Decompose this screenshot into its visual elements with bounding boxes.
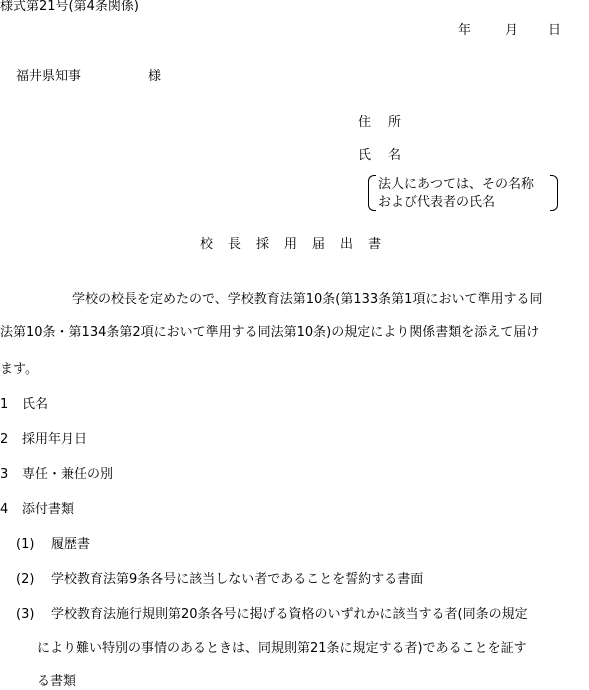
attachment-number: (2) (16, 572, 35, 587)
item-label: 添付書類 (22, 502, 75, 517)
attachment-continuation-line: る書類 (37, 674, 77, 689)
addressee-name: 福井県知事 (16, 69, 82, 84)
attachment-continuation-line: により難い特別の事情のあるときは、同規則第21条に規定する者)であることを証す (37, 641, 527, 656)
form-number: 様式第21号(第4条関係) (0, 0, 139, 14)
name-label: 氏名 (358, 148, 419, 163)
right-bracket (550, 175, 558, 211)
address-label: 住所 (358, 115, 419, 130)
list-item (0, 398, 48, 411)
date-month-label: 月 (505, 23, 519, 38)
item-number: 4 (0, 502, 9, 517)
body-text-line: ます。 (0, 362, 38, 377)
list-item (0, 468, 113, 481)
item-number: 2 (0, 432, 9, 447)
date-year-label: 年 (458, 23, 472, 38)
item-label: 専任・兼任の別 (22, 467, 114, 482)
corporation-note (368, 175, 558, 211)
attachment-number: (1) (16, 537, 35, 552)
item-label: 採用年月日 (22, 432, 88, 447)
date-day-label: 日 (548, 23, 562, 38)
attachment-label: 学校教育法施行規則第20条各号に掲げる資格のいずれかに該当する者(同条の規定 (51, 607, 528, 622)
left-bracket (368, 175, 376, 211)
attachment-number: (3) (16, 607, 35, 622)
item-number: 1 (0, 397, 9, 412)
attachment-label: 学校教育法第9条各号に該当しない者であることを誓約する書面 (51, 572, 424, 587)
attachment-item (16, 538, 90, 551)
attachment-item (16, 608, 528, 621)
addressee-honorific: 様 (148, 69, 162, 84)
corporation-note-line: 法人にあつては、その名称 (378, 177, 535, 192)
body-text-line: 学校の校長を定めたので、学校教育法第10条(第133条第1項において準用する同 (72, 292, 543, 307)
document-title: 校長採用届出書 (200, 237, 397, 252)
attachment-label: 履歴書 (51, 537, 91, 552)
body-text-line: 法第10条・第134条第2項において準用する同法第10条)の規定により関係書類を添えて届け (0, 325, 540, 340)
list-item (0, 503, 74, 516)
list-item (0, 433, 87, 446)
attachment-item (16, 573, 423, 586)
item-label: 氏名 (22, 397, 49, 412)
item-number: 3 (0, 467, 9, 482)
corporation-note-line: および代表者の氏名 (378, 195, 496, 210)
